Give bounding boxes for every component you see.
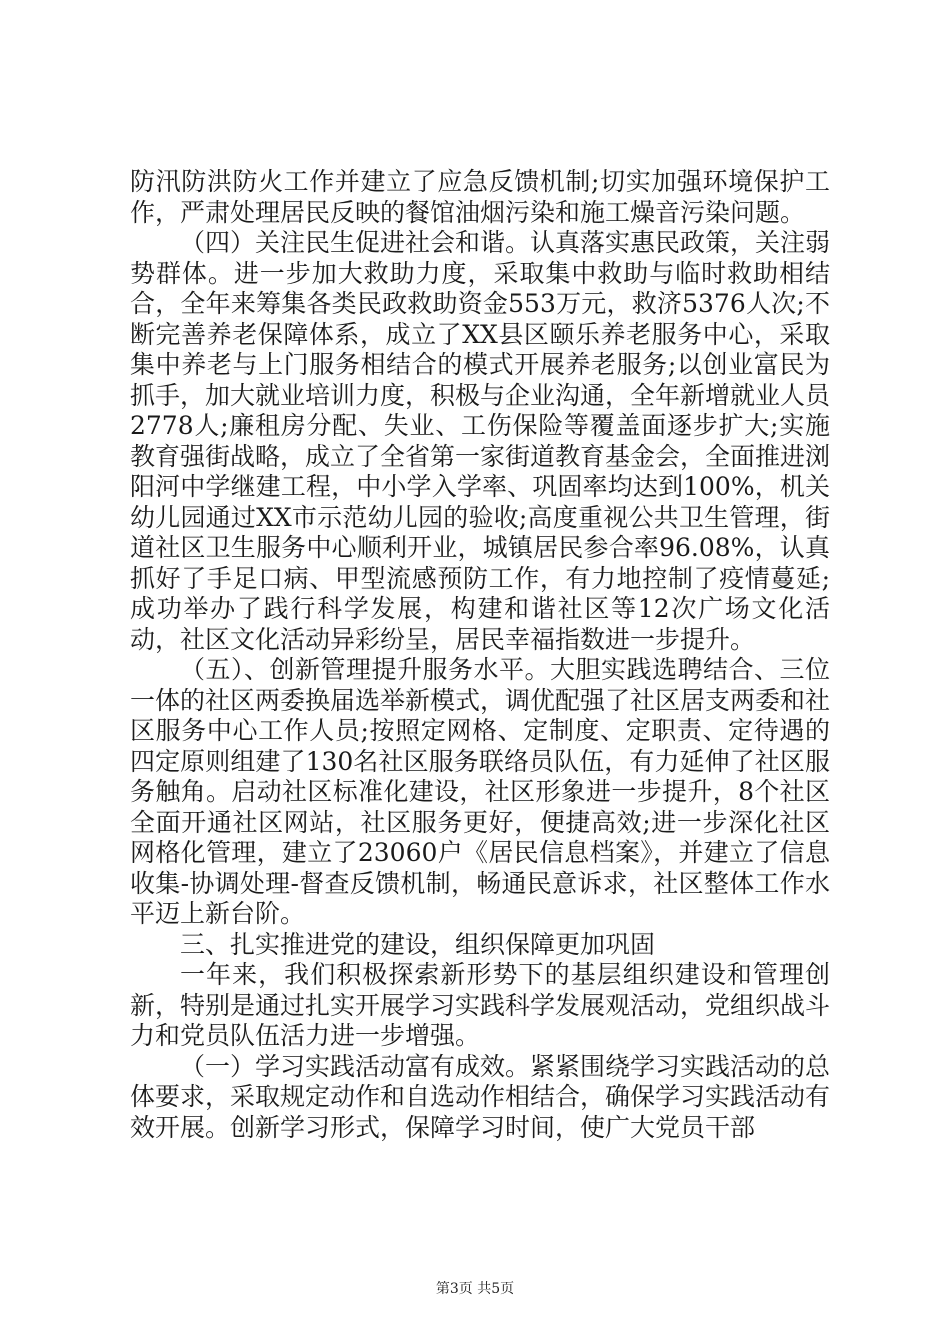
body-paragraph: （五）、创新管理提升服务水平。大胆实践选聘结合、三位一体的社区两委换届选举新模式，调优配强了社区居支两委和社区服务中心工作人员;按照定网格、定制度、定职责、定待遇的四定原则组建了130名社区服务联络员队伍，有力延伸了社区服务触角。启动社区标准化建设，社区形象进一步提升，8个社区全面开通社区网站，社区服务更好，便捷高效;进一步深化社区网格化管理，建立了23060户《居民信息档案》，并建立了信息收集-协调处理-督查反馈机制，畅通民意诉求，社区整体工作水平迈上新台阶。 [130, 655, 831, 928]
body-paragraph: 防汛防洪防火工作并建立了应急反馈机制;切实加强环境保护工作，严肃处理居民反映的餐馆油烟污染和施工燥音污染问题。 [130, 167, 830, 227]
document-body [130, 167, 830, 1143]
body-paragraph: 一年来，我们积极探索新形势下的基层组织建设和管理创新，特别是通过扎实开展学习实践科学发展观活动，党组织战斗力和党员队伍活力进一步增强。 [130, 960, 831, 1050]
section-heading: 三、扎实推进党的建设，组织保障更加巩固 [180, 929, 656, 959]
body-paragraph: （一）学习实践活动富有成效。紧紧围绕学习实践活动的总体要求，采取规定动作和自选动作相结合，确保学习实践活动有效开展。创新学习形式，保障学习时间，使广大党员干部 [130, 1051, 831, 1142]
body-paragraph: （四）关注民生促进社会和谐。认真落实惠民政策，关注弱势群体。进一步加大救助力度，采取集中救助与临时救助相结合，全年来筹集各类民政救助资金553万元，救济5376人次;不断完善养老保障体系，成立了XX县区颐乐养老服务中心，采取集中养老与上门服务相结合的模式开展养老服务;以创业富民为抓手，加大就业培训力度，积极与企业沟通，全年新增就业人员2778人;廉租房分配、失业、工伤保险等覆盖面逐步扩大;实施教育强街战略，成立了全省第一家街道教育基金会，全面推进浏阳河中学继建工程，中小学入学率、巩固率均达到100%，机关幼儿园通过XX市示范幼儿园的验收;高度重视公共卫生管理，街道社区卫生服务中心顺利开业，城镇居民参合率96.08%，认真抓好了手足口病、甲型流感预防工作，有力地控制了疫情蔓延;成功举办了践行科学发展，构建和谐社区等12次广场文化活动，社区文化活动异彩纷呈，居民幸福指数进一步提升。 [130, 228, 831, 654]
page-footer: 第3页 共5页 [435, 1281, 515, 1297]
